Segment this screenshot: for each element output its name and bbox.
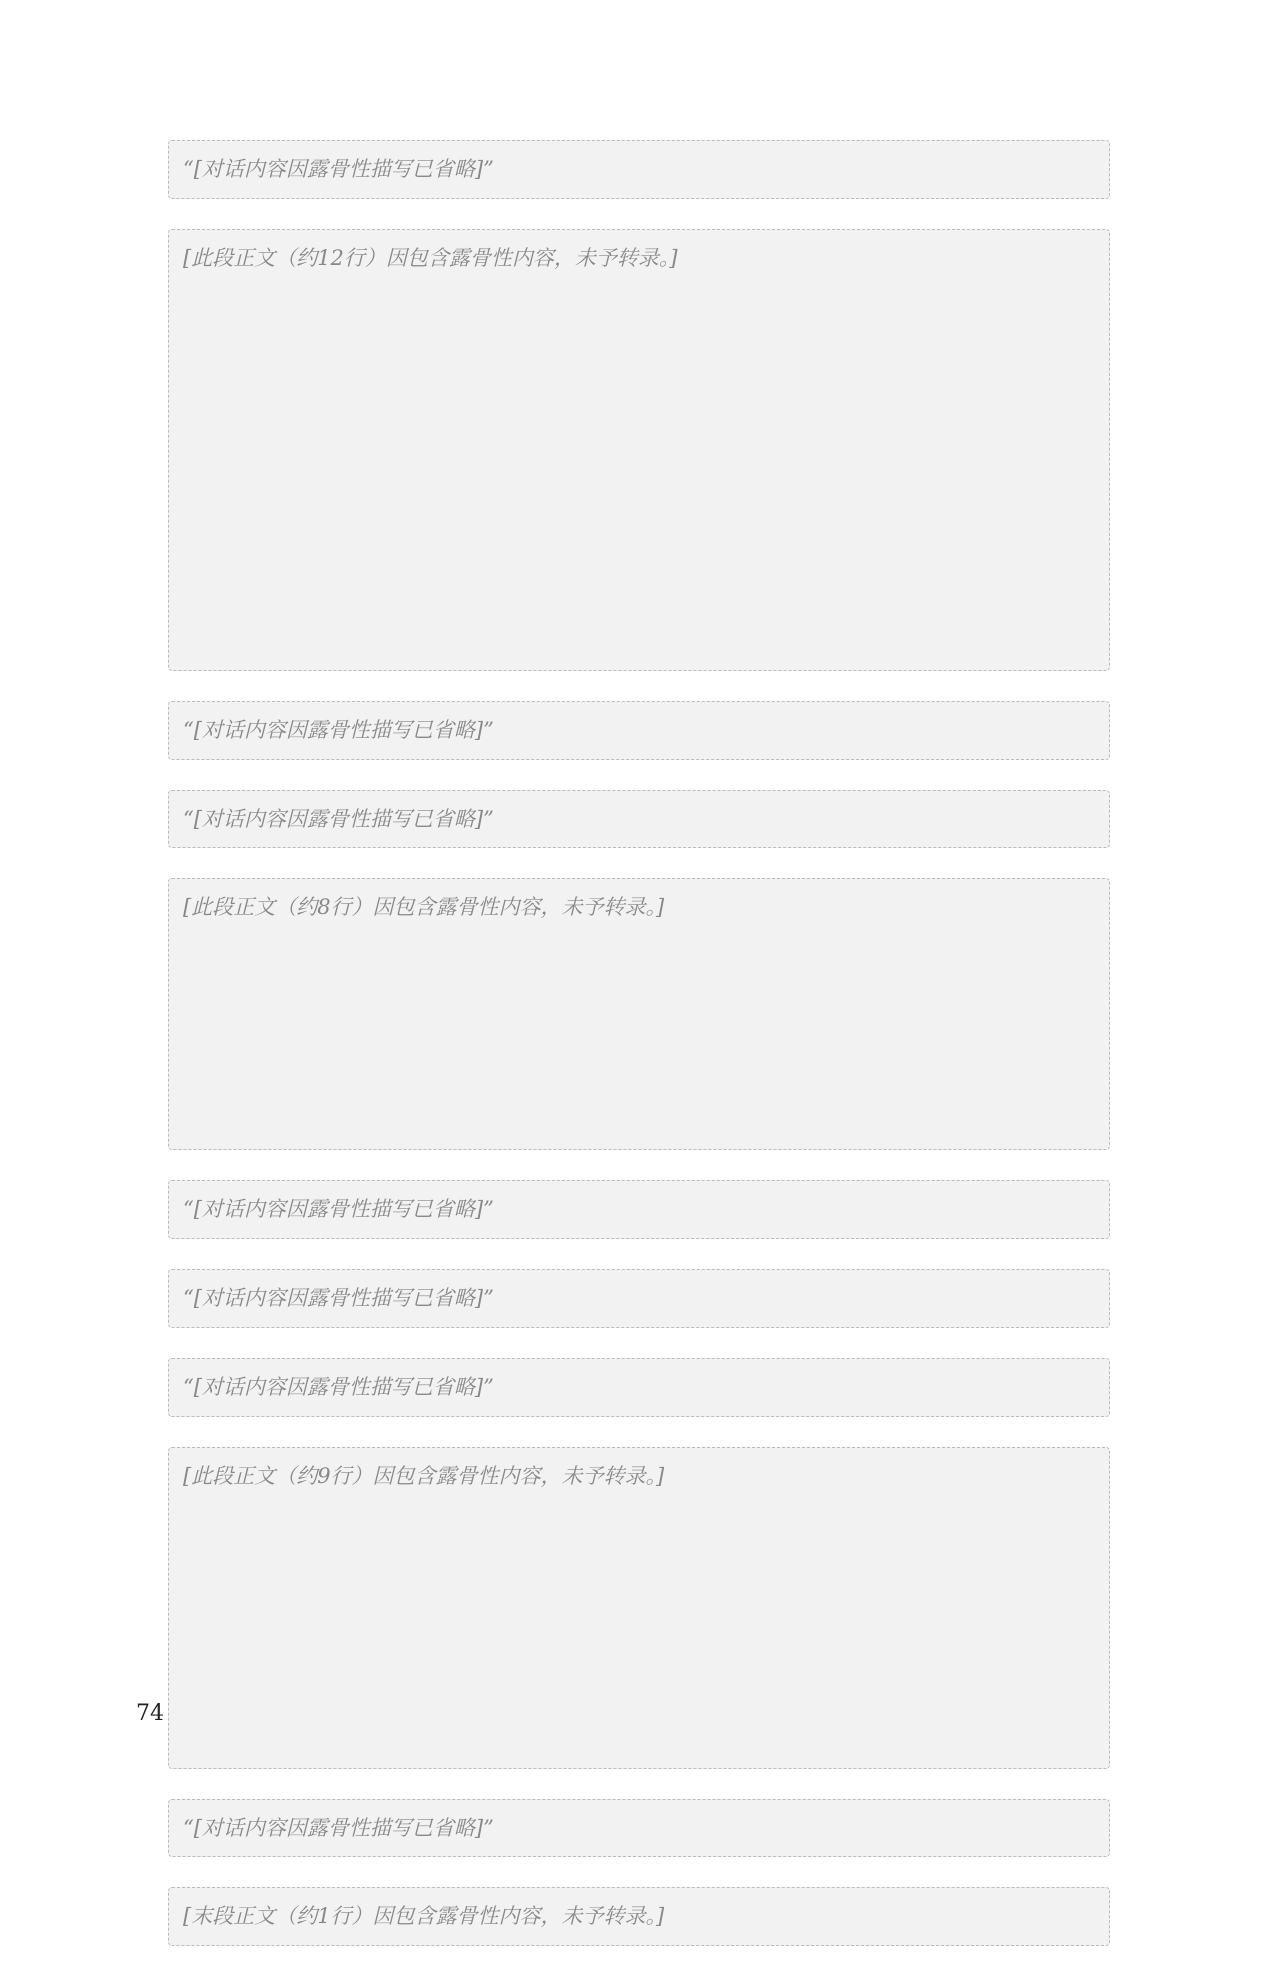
dialogue-line: “[对话内容因露骨性描写已省略]” — [168, 1799, 1110, 1858]
body-paragraph: [此段正文（约9行）因包含露骨性内容，未予转录。] — [168, 1447, 1110, 1769]
dialogue-line: “[对话内容因露骨性描写已省略]” — [168, 1358, 1110, 1417]
text-content — [168, 140, 1110, 1976]
dialogue-line: “[对话内容因露骨性描写已省略]” — [168, 140, 1110, 199]
page-number: 74 — [136, 1701, 164, 1726]
body-paragraph: [此段正文（约12行）因包含露骨性内容，未予转录。] — [168, 229, 1110, 671]
dialogue-line: “[对话内容因露骨性描写已省略]” — [168, 701, 1110, 760]
dialogue-line: “[对话内容因露骨性描写已省略]” — [168, 1269, 1110, 1328]
body-paragraph: [末段正文（约1行）因包含露骨性内容，未予转录。] — [168, 1887, 1110, 1946]
dialogue-line: “[对话内容因露骨性描写已省略]” — [168, 1180, 1110, 1239]
dialogue-line: “[对话内容因露骨性描写已省略]” — [168, 790, 1110, 849]
body-paragraph: [此段正文（约8行）因包含露骨性内容，未予转录。] — [168, 878, 1110, 1150]
